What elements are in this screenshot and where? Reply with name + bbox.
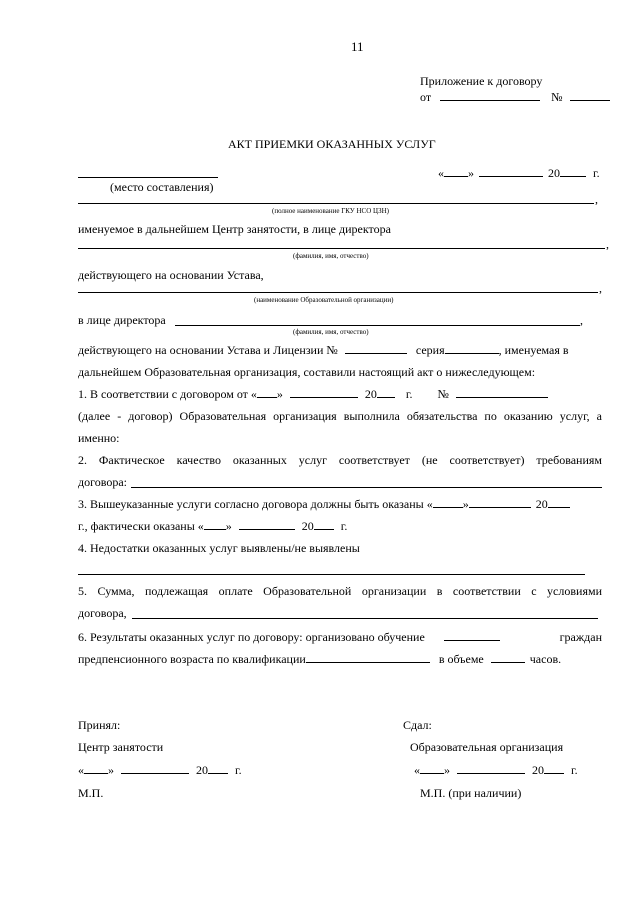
org-name-caption: (полное наименование ГКУ НСО ЦЗН) xyxy=(272,207,389,215)
director-fio-field[interactable] xyxy=(78,248,605,249)
p6-citizens-count-field[interactable] xyxy=(444,630,500,641)
p6-qualification-field[interactable] xyxy=(306,652,430,663)
left-org-label: Центр занятости xyxy=(78,740,164,754)
appendix-title: Приложение к договору xyxy=(420,74,543,88)
header-day-field[interactable] xyxy=(444,166,468,177)
left-year-field[interactable] xyxy=(208,763,228,774)
p3-actual-year-field[interactable] xyxy=(314,519,334,530)
item-2-line-2: договора: xyxy=(78,475,127,489)
p1-number-field[interactable] xyxy=(456,387,548,398)
appendix-number-label: № xyxy=(551,90,563,104)
p5-sum-field[interactable] xyxy=(132,618,598,619)
org-name-field[interactable] xyxy=(78,203,594,204)
item-3-line-2: г., фактически оказаны « » 20 г. xyxy=(78,519,348,533)
right-org-label: Образовательная организация xyxy=(410,740,564,754)
item-1-line-2: (далее - договор) Образовательная организация выполнила обязательства по оказанию услуг, а xyxy=(78,409,602,423)
license-number-field[interactable] xyxy=(345,343,407,354)
p2-requirements-field[interactable] xyxy=(131,487,602,488)
item-6-line-1: 6. Результаты оказанных услуг по договору: организовано обучение граждан xyxy=(78,630,602,644)
p3-due-year-field[interactable] xyxy=(548,497,570,508)
header-date: « » 20 г. xyxy=(438,166,600,180)
item-1-line-3: именно: xyxy=(78,431,120,445)
p1-month-field[interactable] xyxy=(290,387,358,398)
header-month-field[interactable] xyxy=(479,166,543,177)
edu-org-caption: (наименование Образовательной организации) xyxy=(254,296,394,304)
accepted-label: Принял: xyxy=(78,718,121,732)
page-number: 11 xyxy=(351,39,364,54)
place-field[interactable] xyxy=(78,177,218,178)
acting-charter-line: действующего на основании Устава, xyxy=(78,268,264,282)
item-3-line-1: 3. Вышеуказанные услуги согласно договора должны быть оказаны « » 20 xyxy=(78,497,570,511)
item-1-line-1: 1. В соответствии с договором от « » 20 г. № xyxy=(78,387,548,401)
fio-caption-2: (фамилия, имя, отчество) xyxy=(293,328,369,336)
license-series-field[interactable] xyxy=(445,343,499,354)
p1-day-field[interactable] xyxy=(257,387,277,398)
item-6-line-2: предпенсионного возраста по квалификации в объеме часов. xyxy=(78,652,562,666)
director-fio-field-2[interactable] xyxy=(175,325,580,326)
further-edu-line: дальнейшем Образовательная организация, составили настоящий акт о нижеследующем: xyxy=(78,365,536,379)
named-center-line: именуемое в дальнейшем Центр занятости, в лице директора xyxy=(78,222,391,236)
right-sign-date: « » 20 г. xyxy=(414,763,578,777)
p3-actual-day-field[interactable] xyxy=(204,519,226,530)
item-4-line: 4. Недостатки оказанных услуг выявлены/не выявлены xyxy=(78,541,360,555)
header-year-field[interactable] xyxy=(560,166,586,177)
appendix-from-label: от xyxy=(420,90,432,104)
p3-due-day-field[interactable] xyxy=(433,497,463,508)
in-person-director-label: в лице директора xyxy=(78,313,166,327)
left-day-field[interactable] xyxy=(84,763,108,774)
p3-due-month-field[interactable] xyxy=(469,497,531,508)
edu-org-field[interactable] xyxy=(78,292,598,293)
document-title: АКТ ПРИЕМКИ ОКАЗАННЫХ УСЛУГ xyxy=(228,137,436,151)
item-5-line-1: 5. Сумма, подлежащая оплате Образовательной организации в соответствии с условиями xyxy=(78,584,602,598)
right-month-field[interactable] xyxy=(457,763,525,774)
p6-hours-field[interactable] xyxy=(491,652,525,663)
item-2-line-1: 2. Фактическое качество оказанных услуг соответствует (не соответствует) требованиям xyxy=(78,453,602,467)
appendix-date-field[interactable] xyxy=(440,90,540,101)
handed-label: Сдал: xyxy=(403,718,432,732)
right-stamp-label: М.П. (при наличии) xyxy=(420,786,522,800)
right-day-field[interactable] xyxy=(420,763,444,774)
appendix-ref xyxy=(420,90,610,104)
place-caption: (место составления) xyxy=(110,180,214,194)
p3-actual-month-field[interactable] xyxy=(239,519,295,530)
left-stamp-label: М.П. xyxy=(78,786,104,800)
left-month-field[interactable] xyxy=(121,763,189,774)
left-sign-date: « » 20 г. xyxy=(78,763,242,777)
right-year-field[interactable] xyxy=(544,763,564,774)
item-5-line-2: договора, xyxy=(78,606,127,620)
p1-year-field[interactable] xyxy=(377,387,395,398)
p4-defects-field[interactable] xyxy=(78,574,585,575)
fio-caption-1: (фамилия, имя, отчество) xyxy=(293,252,369,260)
appendix-number-field[interactable] xyxy=(570,90,610,101)
license-line: действующего на основании Устава и Лицензии № серия , именуемая в xyxy=(78,343,569,357)
